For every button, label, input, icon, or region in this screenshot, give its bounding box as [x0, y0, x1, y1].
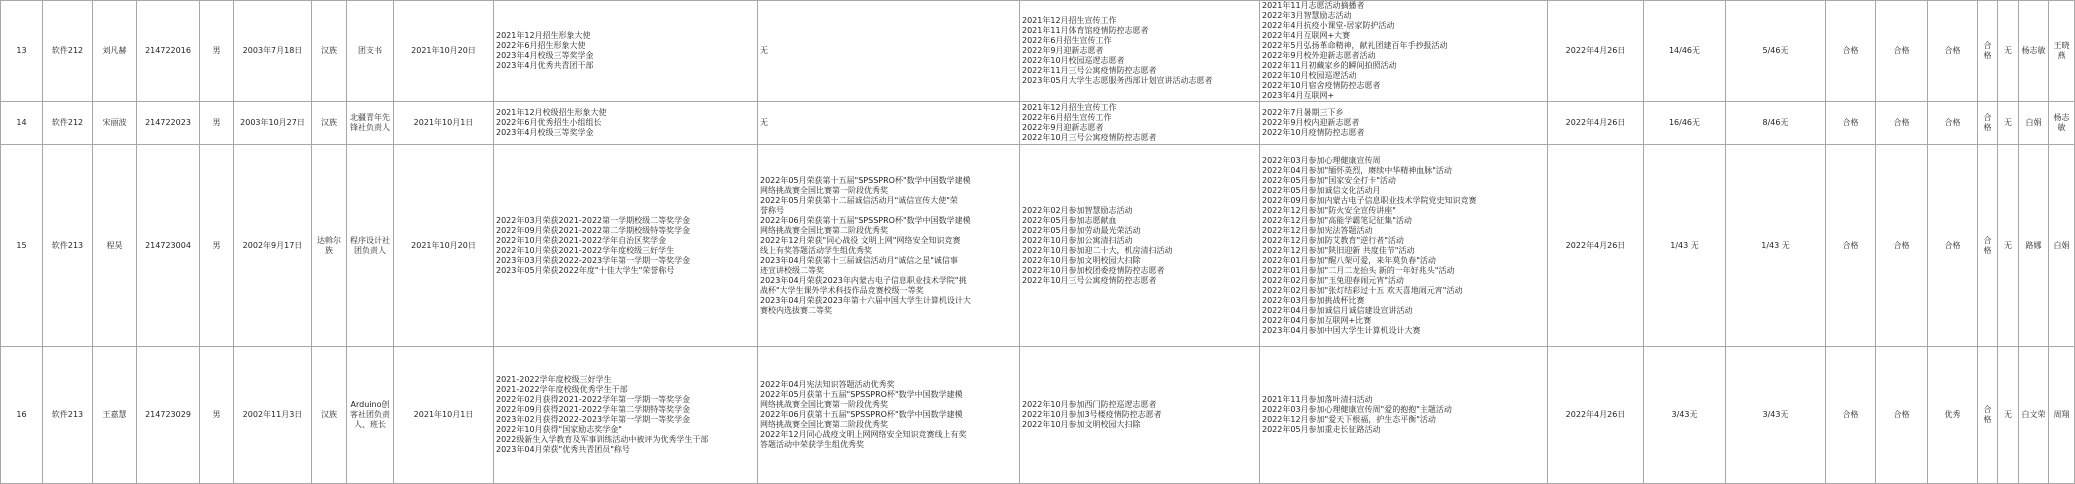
volunteer-cell	[1020, 1, 1260, 102]
competitions-cell	[758, 145, 1020, 347]
position-cell: Arduino创客社团负责人、班长	[347, 347, 394, 484]
competitions-cell-line: 2022年12月同心战疫文明上网网络安全知识竞赛线上有奖	[760, 430, 967, 439]
competitions-cell-line: 2022年04月宪法知识答题活动优秀奖	[760, 380, 895, 389]
contact-person-2: 白娟	[2049, 145, 2075, 347]
activities-cell-line: 2022年12月参加宪法答题活动	[1262, 225, 1373, 235]
eval-cell-4: 合格	[1978, 347, 1998, 484]
honors-cell-line: 2022年10月荣获2021-2022学年度校级三好学生	[496, 245, 675, 255]
volunteer-cell-line: 2022年6月招生宣传工作	[1022, 113, 1112, 122]
eval-cell-4: 合格	[1978, 145, 1998, 347]
competitions-cell-line: 迹宣讲校级二等奖	[760, 265, 824, 275]
activities-cell-line: 2022年9月校外迎新志愿者活动	[1262, 51, 1376, 60]
volunteer-cell	[1020, 102, 1260, 145]
activities-cell-line: 2022年04月参加"缅怀英烈，赓续中华精神血脉"活动	[1262, 165, 1452, 175]
volunteer-cell-line: 2022年10月三号公寓疫情防控志愿者	[1022, 275, 1157, 285]
row-number: 15	[1, 145, 43, 347]
class-cell: 软件212	[43, 1, 93, 102]
honors-cell-line: 2021-2022学年度校级优秀学生干部	[496, 385, 628, 394]
gender-cell: 男	[200, 145, 234, 347]
row-number: 16	[1, 347, 43, 484]
volunteer-cell-line: 2022年10月参加西门防控巡逻志愿者	[1022, 400, 1157, 409]
eval-cell-1: 合格	[1826, 1, 1876, 102]
punishment-cell: 无	[1998, 347, 2019, 484]
honors-cell	[494, 1, 758, 102]
volunteer-cell-line: 2021年12月招生宣传工作	[1022, 16, 1117, 25]
volunteer-cell-line: 2022年10月参加文明校园大扫除	[1022, 420, 1141, 429]
honors-cell-line: 2022年02月获得2021-2022学年第一学期一等奖学金	[496, 395, 691, 404]
activities-cell-line: 2022年03月参加心理健康宣传周	[1262, 155, 1381, 165]
activities-cell-line: 2022年10月疫情防控志愿者	[1262, 128, 1365, 137]
eval-cell-4: 合格	[1978, 102, 1998, 145]
rank-cell: 3/43无	[1644, 347, 1726, 484]
honors-cell-line: 2022年10月获得"国家励志奖学金"	[496, 425, 622, 434]
activities-cell-line: 2022年12月参加"高能学霸笔记征集"活动	[1262, 215, 1412, 225]
competitions-cell-line: 赛校内选拔赛二等奖	[760, 305, 832, 315]
activities-cell-line: 2022年01月参加"二月二龙抬头 新的一年好兆头"活动	[1262, 265, 1455, 275]
student-id-cell: 214722016	[137, 1, 200, 102]
volunteer-cell-line: 2022年11月三号公寓疫情防控志愿者	[1022, 66, 1157, 75]
volunteer-cell-line: 2022年05月参加劳动最光荣活动	[1022, 225, 1141, 235]
activities-cell-line: 2021年11月志愿活动摘播者	[1262, 1, 1365, 10]
birthdate-cell: 2003年7月18日	[234, 1, 312, 102]
volunteer-cell-line: 2021年12月招生宣传工作	[1022, 103, 1117, 112]
activities-cell-line: 2022年4月抗疫小课堂-居家防护活动	[1262, 21, 1395, 30]
activities-cell-line: 2022年12月参加防艾教育"逆行者"活动	[1262, 235, 1404, 245]
activities-cell-line: 2022年04月参加诚信月诚信建设宣讲活动	[1262, 305, 1413, 315]
honors-cell-line: 2022年09月获得2021-2022学年第二学期特等奖学金	[496, 405, 691, 414]
competitions-cell-line: 答题活动中荣获学生组优秀奖	[760, 440, 864, 449]
volunteer-cell-line: 2022年10月三号公寓疫情防控志愿者	[1022, 133, 1157, 142]
honors-cell-line: 2023年05月荣获2022年度"十佳大学生"荣誉称号	[496, 265, 675, 275]
application-date-cell: 2021年10月20日	[394, 145, 494, 347]
position-cell: 北疆青年先锋社负责人	[347, 102, 394, 145]
competitions-cell-line: 誉称号	[760, 205, 784, 215]
eval-cell-3: 优秀	[1928, 347, 1978, 484]
rank-cell: 1/43 无	[1644, 145, 1726, 347]
contact-person-1: 白文荣	[2019, 347, 2049, 484]
rank2-cell: 8/46无	[1726, 102, 1826, 145]
honors-cell	[494, 145, 758, 347]
name-cell: 王嘉慧	[93, 347, 137, 484]
class-cell: 软件212	[43, 102, 93, 145]
position-cell: 团支书	[347, 1, 394, 102]
honors-cell-line: 2023年03月荣获2022-2023学年第一学期一等奖学金	[496, 255, 691, 265]
honors-cell-line: 2023年4月校级三等奖学金	[496, 51, 594, 60]
competitions-cell-line: 网络挑战赛全国比赛第一阶段优秀奖	[760, 400, 888, 409]
ethnicity-cell: 汉族	[312, 347, 347, 484]
table-row	[1, 347, 2075, 484]
volunteer-cell-line: 2022年9月迎新志愿者	[1022, 123, 1104, 132]
competitions-cell-line: 无	[760, 46, 768, 55]
activities-cell-line: 2022年09月参加内蒙古电子信息职业技术学院党史知识竞赛	[1262, 195, 1477, 205]
rank2-cell: 1/43 无	[1726, 145, 1826, 347]
contact-person-2: 杨志敏	[2049, 102, 2075, 145]
honors-cell-line: 2022年10月荣获2021-2022学年自治区奖学金	[496, 235, 667, 245]
birthdate-cell: 2003年10月27日	[234, 102, 312, 145]
gender-cell: 男	[200, 1, 234, 102]
activities-cell	[1260, 145, 1548, 347]
volunteer-cell	[1020, 145, 1260, 347]
activities-cell-line: 2022年02月参加"张灯结彩过十五 欢天喜地闹元宵"活动	[1262, 285, 1463, 295]
eval-cell-1: 合格	[1826, 102, 1876, 145]
eval-cell-3: 合格	[1928, 145, 1978, 347]
eval-cell-2: 合格	[1876, 145, 1928, 347]
competitions-cell-line: 线上有奖答题活动学生组优秀奖	[760, 245, 872, 255]
honors-cell-line: 2023年04月荣获"优秀共青团员"称号	[496, 445, 630, 454]
class-cell: 软件213	[43, 347, 93, 484]
volunteer-cell-line: 2021年11月体育馆疫情防控志愿者	[1022, 26, 1149, 35]
activities-cell-line: 2022年05月参加"国家安全打卡"活动	[1262, 175, 1396, 185]
birthdate-cell: 2002年9月17日	[234, 145, 312, 347]
volunteer-cell-line: 2022年6月招生宣传工作	[1022, 36, 1112, 45]
competitions-cell-line: 无	[760, 118, 768, 127]
table-row	[1, 1, 2075, 102]
honors-cell-line: 2022年6月优秀招生小组组长	[496, 118, 602, 127]
volunteer-cell-line: 2022年9月迎新志愿者	[1022, 46, 1104, 55]
activities-cell-line: 2022年05月参加重走长征路活动	[1262, 425, 1381, 434]
ethnicity-cell: 达斡尔族	[312, 145, 347, 347]
activities-cell-line: 2022年12月参加"陕旧迎新 共度佳节"活动	[1262, 245, 1415, 255]
eval-cell-4: 合格	[1978, 1, 1998, 102]
competitions-cell-line: 2022年06月荣获第十五届"SPSSPRO杯"数学中国数学建模	[760, 215, 971, 225]
competitions-cell-line: 战杯"大学生课外学术科技作品竞赛校级一等奖	[760, 285, 924, 295]
activities-cell-line: 2022年04月参加互联网+比赛	[1262, 315, 1372, 325]
volunteer-cell-line: 2022年10月参加3号楼疫情防控志愿者	[1022, 410, 1162, 419]
volunteer-cell-line: 2022年05月参加志愿献血	[1022, 215, 1117, 225]
name-cell: 宋丽波	[93, 102, 137, 145]
competitions-cell-line: 2023年04月荣获2023年第十六届中国大学生计算机设计大	[760, 295, 971, 305]
position-cell: 程序设计社团负责人	[347, 145, 394, 347]
name-cell: 程昊	[93, 145, 137, 347]
activities-cell	[1260, 102, 1548, 145]
punishment-cell: 无	[1998, 145, 2019, 347]
honors-cell-line: 2023年4月优秀共青团干部	[496, 61, 594, 70]
activities-cell-line: 2022年02月参加"玉兔迎春闹元宵"活动	[1262, 275, 1404, 285]
competitions-cell-line: 2022年12月荣获"同心战役 文明上网"网络安全知识竞赛	[760, 235, 961, 245]
honors-cell-line: 2021-2022学年度校级三好学生	[496, 375, 612, 384]
rank2-cell: 5/46无	[1726, 1, 1826, 102]
eval-cell-2: 合格	[1876, 102, 1928, 145]
contact-person-2: 周翔	[2049, 347, 2075, 484]
volunteer-cell-line: 2023年05月大学生志愿服务西部计划宣讲活动志愿者	[1022, 76, 1213, 85]
gender-cell: 男	[200, 102, 234, 145]
ethnicity-cell: 汉族	[312, 1, 347, 102]
activities-cell-line: 2022年12月参加"爱天下根福，护生态平衡"活动	[1262, 415, 1436, 424]
registration-date-cell: 2022年4月26日	[1548, 347, 1644, 484]
honors-cell-line: 2023年4月校级三等奖学金	[496, 128, 594, 137]
honors-cell-line: 2023年02月获得2022-2023学年第一学期一等奖学金	[496, 415, 691, 424]
activities-cell-line: 2022年03月参加心理健康宣传周"爱的抱抱"主题活动	[1262, 405, 1452, 414]
gender-cell: 男	[200, 347, 234, 484]
activities-cell-line: 2023年4月互联网+	[1262, 91, 1335, 100]
name-cell: 刘凡赫	[93, 1, 137, 102]
contact-person-1: 白娟	[2019, 102, 2049, 145]
table-row	[1, 145, 2075, 347]
eval-cell-1: 合格	[1826, 145, 1876, 347]
punishment-cell: 无	[1998, 1, 2019, 102]
activities-cell-line: 2022年3月智慧励志活动	[1262, 11, 1352, 20]
activities-cell-line: 2022年10月校园巡逻活动	[1262, 71, 1357, 80]
volunteer-cell-line: 2022年10月参加文明校园大扫除	[1022, 255, 1141, 265]
volunteer-cell-line: 2022年10月参加校团委疫情防控志愿者	[1022, 265, 1165, 275]
competitions-cell	[758, 102, 1020, 145]
eval-cell-2: 合格	[1876, 347, 1928, 484]
ethnicity-cell: 汉族	[312, 102, 347, 145]
eval-cell-2: 合格	[1876, 1, 1928, 102]
competitions-cell-line: 网络挑战赛全国比赛第二阶段优秀奖	[760, 420, 888, 429]
application-date-cell: 2021年10月1日	[394, 347, 494, 484]
competitions-cell-line: 2023年04月荣获2023年内蒙古电子信息职业技术学院"挑	[760, 275, 967, 285]
eval-cell-3: 合格	[1928, 1, 1978, 102]
competitions-cell-line: 2023年04月荣获第十三届诚信活动月"诚信之星"诚信事	[760, 255, 958, 265]
activities-cell-line: 2023年04月参加中国大学生计算机设计大赛	[1262, 325, 1421, 335]
activities-cell-line: 2022年10月宿舍疫情防控志愿者	[1262, 81, 1381, 90]
volunteer-cell-line: 2022年10月校园巡逻志愿者	[1022, 56, 1125, 65]
volunteer-cell-line: 2022年10月参加公寓清扫活动	[1022, 235, 1133, 245]
honors-cell-line: 2022年09月荣获2021-2022第二学期校级特等奖学金	[496, 225, 691, 235]
activities-cell	[1260, 1, 1548, 102]
registration-date-cell: 2022年4月26日	[1548, 145, 1644, 347]
competitions-cell-line: 网络挑战赛全国比赛第一阶段优秀奖	[760, 185, 888, 195]
rank-cell: 14/46无	[1644, 1, 1726, 102]
activities-cell-line: 2022年05月参加诚信文化活动月	[1262, 185, 1381, 195]
activities-cell-line: 2022年12月参加"防火安全宣传讲座"	[1262, 205, 1396, 215]
contact-person-1: 路娜	[2019, 145, 2049, 347]
honors-cell-line: 2021年12月招生形象大使	[496, 31, 591, 40]
student-id-cell: 214723004	[137, 145, 200, 347]
eval-cell-1: 合格	[1826, 347, 1876, 484]
volunteer-cell-line: 2022年02月参加智慧励志活动	[1022, 205, 1133, 215]
rank2-cell: 3/43无	[1726, 347, 1826, 484]
competitions-cell	[758, 1, 1020, 102]
student-id-cell: 214722023	[137, 102, 200, 145]
row-number: 14	[1, 102, 43, 145]
honors-cell-line: 2022级新生入学教育及军事训练活动中被评为优秀学生干部	[496, 435, 709, 444]
activities-cell-line: 2022年9月校内迎新志愿者	[1262, 118, 1360, 127]
punishment-cell: 无	[1998, 102, 2019, 145]
competitions-cell-line: 网络挑战赛全国比赛第二阶段优秀奖	[760, 225, 888, 235]
volunteer-cell	[1020, 347, 1260, 484]
honors-cell	[494, 102, 758, 145]
activities-cell-line: 2022年7月暑期三下乡	[1262, 108, 1344, 117]
rank-cell: 16/46无	[1644, 102, 1726, 145]
table-row	[1, 102, 2075, 145]
application-date-cell: 2021年10月1日	[394, 102, 494, 145]
contact-person-1: 杨志敏	[2019, 1, 2049, 102]
birthdate-cell: 2002年11月3日	[234, 347, 312, 484]
competitions-cell	[758, 347, 1020, 484]
competitions-cell-line: 2022年05月获第十五届"SPSSPRO杯"数学中国数学建模	[760, 390, 963, 399]
application-date-cell: 2021年10月20日	[394, 1, 494, 102]
honors-cell-line: 2022年03月荣获2021-2022第一学期校级二等奖学金	[496, 215, 691, 225]
activities-cell-line: 2022年4月互联网+大赛	[1262, 31, 1351, 40]
registration-date-cell: 2022年4月26日	[1548, 102, 1644, 145]
competitions-cell-line: 2022年06月获第十五届"SPSSPRO杯"数学中国数学建模	[760, 410, 963, 419]
row-number: 13	[1, 1, 43, 102]
volunteer-cell-line: 2022年10月参加迎二十大，机房清扫活动	[1022, 245, 1173, 255]
activities-cell-line: 2022年01月参加"醒八架可爱，来年莫负春"活动	[1262, 255, 1436, 265]
activities-cell-line: 2022年5月弘扬革命精神，献礼团建百年手抄报活动	[1262, 41, 1448, 50]
class-cell: 软件213	[43, 145, 93, 347]
eval-cell-3: 合格	[1928, 102, 1978, 145]
honors-cell-line: 2022年6月招生形象大使	[496, 41, 586, 50]
competitions-cell-line: 2022年05月荣获第十二届诚信活动月"诚信宣传大使"荣	[760, 195, 958, 205]
honors-cell	[494, 347, 758, 484]
activities-cell	[1260, 347, 1548, 484]
registration-date-cell: 2022年4月26日	[1548, 1, 1644, 102]
competitions-cell-line: 2022年05月荣获第十五届"SPSSPRO杯"数学中国数学建模	[760, 175, 971, 185]
contact-person-2: 王晓燕	[2049, 1, 2075, 102]
activities-cell-line: 2022年03月参加挑战杯比赛	[1262, 295, 1365, 305]
activities-cell-line: 2022年11月初藏家乡的瞬间拍照活动	[1262, 61, 1397, 70]
student-id-cell: 214723029	[137, 347, 200, 484]
table-body	[1, 1, 2075, 484]
activities-cell-line: 2021年11月参加落叶清扫活动	[1262, 395, 1373, 404]
honors-cell-line: 2021年12月校级招生形象大使	[496, 108, 607, 117]
